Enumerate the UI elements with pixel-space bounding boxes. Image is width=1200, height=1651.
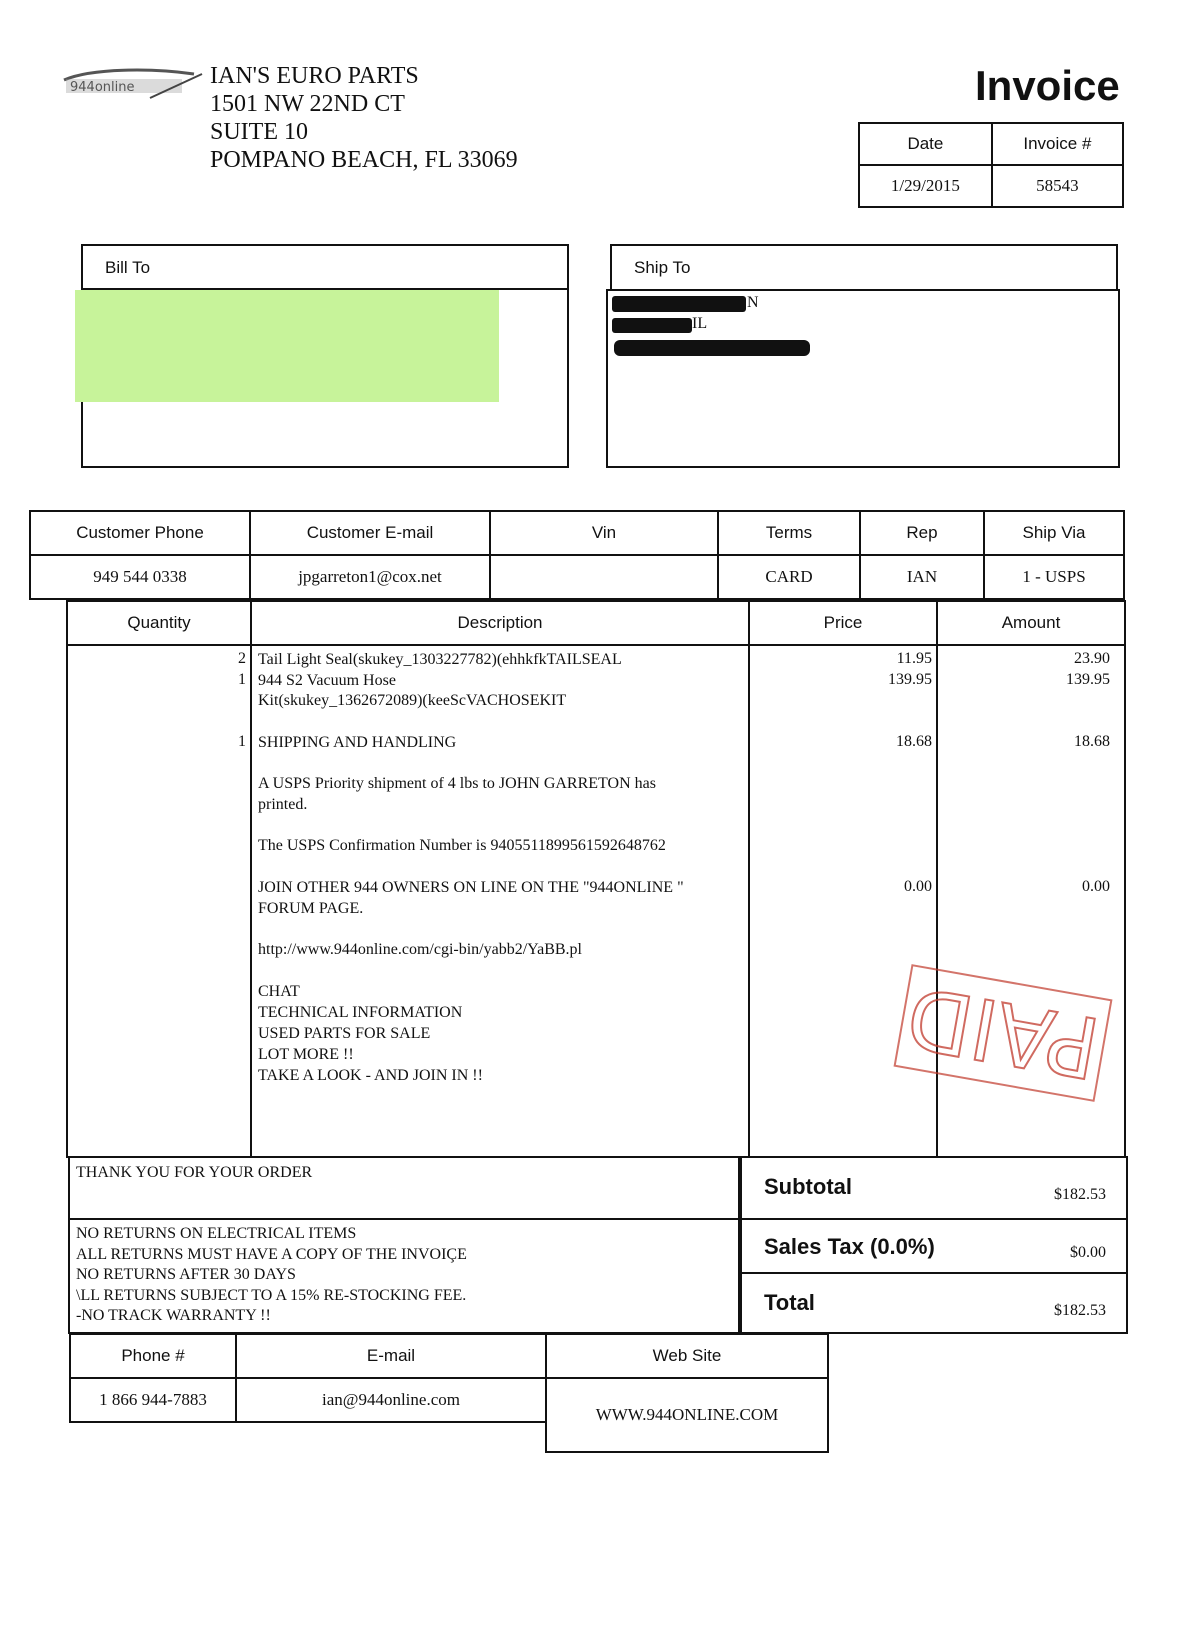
- total-box: [740, 1272, 1128, 1334]
- address-line-2: SUITE 10: [210, 119, 308, 145]
- ship-via: 1 - USPS: [984, 555, 1124, 599]
- item-6-amount: 0.00: [1082, 878, 1110, 895]
- customer-email: jpgarreton1@cox.net: [250, 555, 490, 599]
- customer-email-header: Customer E-mail: [250, 511, 490, 555]
- bill-to-label: Bill To: [83, 246, 567, 290]
- vin-header: Vin: [490, 511, 718, 555]
- item-3-price: 18.68: [896, 733, 932, 750]
- invoice-meta-table: [858, 122, 1124, 208]
- company-name: IAN'S EURO PARTS: [210, 63, 419, 89]
- ship-to-redaction-3: [614, 340, 810, 356]
- email-label: E-mail: [236, 1334, 546, 1378]
- quantity-header: Quantity: [67, 601, 251, 645]
- ship-to-line1-suffix: N: [747, 294, 759, 311]
- item-6-desc-line-1: JOIN OTHER 944 OWNERS ON LINE ON THE "944ONLINE ": [258, 879, 684, 896]
- ship-to-box: [606, 289, 1120, 468]
- bill-to-redaction: [75, 290, 499, 402]
- invoice-title: Invoice: [975, 62, 1120, 109]
- item-1-amount: 23.90: [1074, 650, 1110, 667]
- web-label: Web Site: [546, 1334, 828, 1378]
- vin: [490, 555, 718, 599]
- thank-you-text: THANK YOU FOR YOUR ORDER: [76, 1164, 313, 1181]
- item-8-desc-line-4: LOT MORE !!: [258, 1046, 354, 1063]
- item-2-price: 139.95: [888, 671, 932, 688]
- customer-info-table: [29, 510, 1125, 600]
- ship-to-redaction-1: [612, 296, 746, 312]
- sales-tax-box: [740, 1218, 1128, 1274]
- item-6-desc-line-2: FORUM PAGE.: [258, 900, 364, 917]
- item-5-desc: The USPS Confirmation Number is 9405511899561592648762: [258, 837, 666, 854]
- invoice-number-label: Invoice #: [992, 123, 1123, 165]
- returns-policy: [70, 1220, 738, 1327]
- returns-box: [68, 1218, 740, 1334]
- price-header: Price: [749, 601, 937, 645]
- customer-phone-header: Customer Phone: [30, 511, 250, 555]
- subtotal-box: [740, 1156, 1128, 1220]
- total-label: Total: [764, 1290, 815, 1315]
- item-2-amount: 139.95: [1066, 671, 1110, 688]
- terms-header: Terms: [718, 511, 860, 555]
- company-logo: [62, 66, 212, 106]
- item-3-desc: SHIPPING AND HANDLING: [258, 734, 457, 751]
- item-1-qty: 2: [238, 650, 246, 667]
- amount-header: Amount: [937, 601, 1125, 645]
- customer-phone: 949 544 0338: [30, 555, 250, 599]
- item-1-price: 11.95: [896, 650, 932, 667]
- svg-text:944online: 944online: [70, 80, 135, 95]
- returns-line-3: NO RETURNS AFTER 30 DAYS: [76, 1266, 296, 1283]
- date-label: Date: [859, 123, 992, 165]
- svg-text:PAID: PAID: [900, 967, 1107, 1097]
- sales-tax-value: $0.00: [1070, 1244, 1106, 1261]
- returns-line-1: NO RETURNS ON ELECTRICAL ITEMS: [76, 1225, 357, 1242]
- total-value: $182.53: [1054, 1302, 1106, 1319]
- item-8-desc-line-2: TECHNICAL INFORMATION: [258, 1004, 463, 1021]
- invoice-date: 1/29/2015: [859, 165, 992, 207]
- sales-tax-label: Sales Tax (0.0%): [764, 1234, 935, 1259]
- terms: CARD: [718, 555, 860, 599]
- rep: IAN: [860, 555, 984, 599]
- returns-line-4: \LL RETURNS SUBJECT TO A 15% RE-STOCKING FEE.: [76, 1286, 467, 1304]
- item-2-qty: 1: [238, 671, 246, 688]
- item-7-desc: http://www.944online.com/cgi-bin/yabb2/YaBB.pl: [258, 941, 582, 958]
- item-1-desc: Tail Light Seal(skukey_1303227782)(ehhkfkTAILSEAL: [258, 651, 622, 668]
- ship-to-redaction-2: [612, 318, 692, 333]
- subtotal-value: $182.53: [1054, 1186, 1106, 1203]
- item-2-desc-line-2: Kit(skukey_1362672089)(keeScVACHOSEKIT: [258, 692, 567, 709]
- company-address: [210, 62, 518, 174]
- returns-line-5: -NO TRACK WARRANTY !!: [76, 1307, 271, 1324]
- footer-web: WWW.944ONLINE.COM: [546, 1378, 828, 1452]
- ship-to-line2-suffix: IL: [692, 315, 708, 332]
- item-3-amount: 18.68: [1074, 733, 1110, 750]
- item-4-desc-line-1: A USPS Priority shipment of 4 lbs to JOHN GARRETON has: [258, 775, 656, 792]
- item-8-desc-line-5: TAKE A LOOK - AND JOIN IN !!: [258, 1067, 483, 1084]
- rep-header: Rep: [860, 511, 984, 555]
- address-line-1: 1501 NW 22ND CT: [210, 91, 405, 117]
- ship-to-header: [610, 244, 1118, 291]
- item-8-desc-line-3: USED PARTS FOR SALE: [258, 1025, 431, 1042]
- item-4-desc-line-2: printed.: [258, 796, 308, 813]
- ship-via-header: Ship Via: [984, 511, 1124, 555]
- returns-line-2: ALL RETURNS MUST HAVE A COPY OF THE INVOIÇE: [76, 1245, 467, 1263]
- subtotal-label: Subtotal: [764, 1174, 852, 1199]
- footer-email: ian@944online.com: [236, 1378, 546, 1422]
- item-2-desc-line-1: 944 S2 Vacuum Hose: [258, 672, 396, 689]
- address-line-3: POMPANO BEACH, FL 33069: [210, 147, 518, 173]
- invoice-number: 58543: [992, 165, 1123, 207]
- thank-you-box: [68, 1156, 740, 1220]
- ship-to-label: Ship To: [634, 258, 691, 277]
- item-8-desc-line-1: CHAT: [258, 983, 300, 1000]
- item-3-qty: 1: [238, 733, 246, 750]
- phone-label: Phone #: [70, 1334, 236, 1378]
- description-header: Description: [251, 601, 749, 645]
- item-6-price: 0.00: [904, 878, 932, 895]
- footer-phone: 1 866 944-7883: [70, 1378, 236, 1422]
- contact-table: [69, 1333, 829, 1453]
